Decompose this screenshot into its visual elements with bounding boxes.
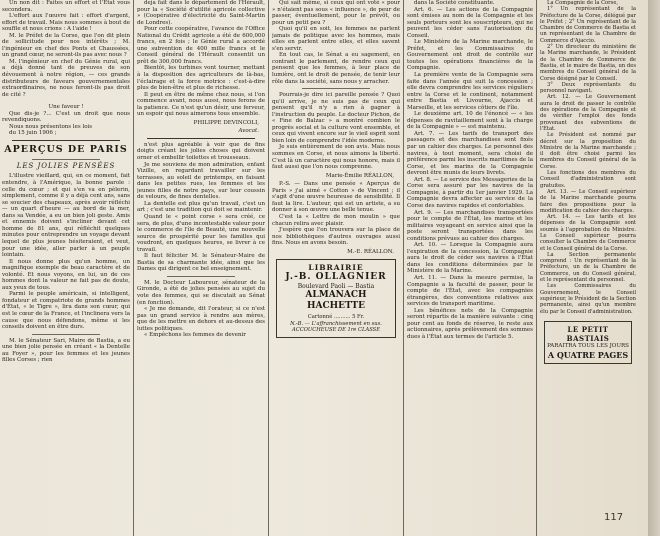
col1-para: L'effort aux l'œuvre fait : effort d'argent, effort de travail. Mais nous sommes à bout de souffle et nous crions : A l'aide ! <box>2 13 130 33</box>
ad-heading: LIBRAIRIE <box>308 263 364 273</box>
col1-aside: Nous nous présentons les lois <box>9 123 93 130</box>
col2-para: deja fait dans le département de l'Hérault, pour la « Société d'utilité agricole collective » (Coopérative d'électricité du Saint-Martin de Londres). <box>137 0 265 26</box>
col3-ps: P.-S. — Dans une pensée « Aperçus de Paris » j'ai aimé « Cotton » de Vincent ; il s'agit d'une œuvre heureuse de sensibilité. Il faut la lire. L'auteur, qui est un artiste, a su donner à son œuvre une belle tenue. <box>272 181 400 214</box>
divider <box>302 88 370 89</box>
col3-mid: Je suis entièrement de son avis. Mais nous sommes en Corse, et nous aimons la liberté. C'est là un caractère qui nous honore, mais il faut aussi que l'on nous comprenne. <box>272 144 400 171</box>
col5-para: 3° Deux représentants du personnel navigant. <box>540 81 636 95</box>
column-4 <box>407 0 533 536</box>
signature: Marie-Émilie RÉALLON, <box>325 172 394 179</box>
ad-product: ALMANACH HACHETTE <box>305 290 367 312</box>
col2-bottom: « Empêchons les femmes de devenir <box>144 332 246 339</box>
section-subheading: LES JOLIES PENSÉES <box>16 161 116 170</box>
col2-mid: Je me souviens de mon admiration, enfant Vizille, en regardant travailler sur les terrasses, au soleil de printemps, en faisant dans les petites rues, les femmes et les jeunes filles de notre pays, sur leur coussin de velours, de fines dentelles. <box>137 161 265 201</box>
announcement-line: PARAITRA TOUS LES JOURS <box>547 342 629 349</box>
col2-para: Pour cette coopérative, l'avance de l'Office National du Crédit agricole a été de 600,000 francs, en 2 fois ; le Génie rural a accordé une subvention de 400 mille francs et le Conseil général de l'Hérault consentit un prêt de 300,000 francs. <box>137 26 265 65</box>
col1-body: Parmi le peuple américain, si intelligent, fondateur et compatriote de grands hommes d'État, « le Tigre », lira dans son cœur, qui est le cœur de la France, et l'inclinera vers la cause que nous défendons, même si les conseils doivent en être durs. <box>2 291 130 331</box>
ad-price: Cartonné .......... 5 Fr. <box>307 314 365 321</box>
col3-para: Qui sait même, si ceux qui ont voté « pour » n'étaient pas sous « influence », de peur de passer, éventuellement, pour le prévôt, ou pour un petit peu ? <box>272 0 400 26</box>
col2-para: Bientôt, les turbines vont tourner, mettant à la disposition des agriculteurs de là-bas, l'éclairage et la force motrice : c'est-à-dire plus de bien-être et plus de richesse. <box>137 65 265 92</box>
col1-aside: du 15 juin 1906 ; <box>9 130 57 137</box>
newspaper-announcement-box <box>544 321 632 364</box>
col4-para: Les bénéfices nets de la Compagnie seront répartis de la manière suivante : cinq pour cent au fonds de réserve, le reste aux actionnaires, après prélèvement des sommes dues à l'État aux termes de l'article 5. <box>407 307 533 340</box>
col4-para: Art. 8. — Le service des Messageries de la Corse sera assuré par les navires de la Compagnie, à partir du 1er janvier 1929. La Compagnie devra affecter au service de la Corse des navires rapides et confortables. <box>407 176 533 209</box>
col1-aside: Une faveur ! <box>48 104 84 111</box>
signature: M.-E. RÉALLON. <box>347 248 394 255</box>
col3-ps: C'est la « Lettre de mon moulin » que chacun relira avec plaisir. <box>272 213 400 227</box>
col5-para: Art. 14. — Les tarifs et les dépenses de la Compagnie sont soumis à l'approbation du Ministre. Le Conseil supérieur pourra consulter la Chambre de Commerce et le Conseil général de la Corse. <box>540 214 636 252</box>
col2-para: Il peut en être de même chez nous, si l'on commence avant, nous aussi, nous ferons de la patience. Ce n'est qu'un désir, une ferveur, un espoir qui nous aimerons tous ensemble. <box>137 91 265 118</box>
announcement-title: LE PETIT BASTIAIS <box>566 324 610 343</box>
divider <box>147 138 255 139</box>
signature-title: Avocat. <box>238 128 259 135</box>
col5-para: La Section permanente comprend : Un représentant de la Préfecture, un de la Chambre de Commerce, un du Conseil général, et le représentant du personnel. <box>540 251 636 284</box>
ad-address: Boulevard Paoli — Bastia <box>297 283 375 291</box>
signature: PHILIPPE DEVINCOLI, <box>193 119 259 126</box>
column-rule <box>268 0 269 536</box>
col4-para: Art. 11. — Dans la mesure permise, la Compagnie a la faculté de passer, pour le compte de l'État, avec les compagnies étrangères, des conventions relatives aux services de transport maritime. <box>407 274 533 308</box>
col2-mid: Quand le « point corse » sera créé, ce sera, de plus, d'une incontestable valeur pour le commerce de l'île de Beauté, une nouvelle source de prospérité pour les familles qui voudront, en quelques heures, se livrer à ce travail. <box>137 213 265 253</box>
col4-para: La première vente de la Compagnie sera faite dans l'année qui suit la concession ; elle devra comprendre les services réguliers entre la Corse et le continent, notamment entre Bastia et Livourne, Ajaccio et Marseille, et les services côtiers de l'île. <box>407 72 533 111</box>
column-rule <box>403 0 404 536</box>
col3-mid: Pourrais-je dire ici pareille pensée ? Quoi qu'il arrive, je ne suis pas de ceux qui pensent qu'il n'y a rien à gagner à l'instruction du peuple. Le docteur Pichon, de « Fine de Balzac » a montré combien le progrès social et la culture vont ensemble, et ceux qui vivent encore sur le vieil esprit sont bien loin de comprendre l'idée moderne. <box>272 92 400 144</box>
col1-para: Un non dit : Faites un effort et l'État vous secondera. <box>2 0 130 13</box>
col4-para: Art. 10. — Lorsque la Compagnie aura l'expiration de la concession, la Compagnie aura le droit de céder ses navires à l'État dans les conditions déterminées par le Ministère de la Marine. <box>407 242 533 275</box>
ad-footnote: N.-B. — L'affranchissement en sus. ACCOUCHEUSE DE 1re CLASSE <box>290 320 382 334</box>
divider <box>167 276 235 277</box>
col4-para: Le Ministère de la Marine marchande, le Préfet, et les Commissaires du Gouvernement ont droit de contrôle sur toutes les opérations financières de la Compagnie. <box>407 39 533 72</box>
column-1 <box>2 0 130 536</box>
col1-aside: Que dis-je ?... C'est un droit que nous revendiquons. <box>2 110 130 124</box>
col4-para: Art. 6. — Les actions de la Compagnie sont émises au nom de la Compagnie et les seuls porteurs sont les souscripteurs, qui ne peuvent les céder sans l'autorisation du Conseil. <box>407 6 533 39</box>
col2-mid: n'est plus agréable à voir que de fins doigts créant les jolies choses qui doivent orner et embellir toilettes et trousseaux. <box>137 141 265 162</box>
col1-body: Il nous donne plus qu'un homme, un magnifique exemple de beau caractère et de volonté. Et nous voyons, en lui, un de ces hommes dont la valeur ne fait pas de doute, aux yeux de tous. <box>2 258 130 291</box>
divider <box>32 159 100 160</box>
col1-body: L'illustre vieillard, qui, en ce moment, fait entendre, à l'Amérique, la bonne parole : celle du cœur ; et qui s'en va en pèlerin, simplement, comme il y a déjà cent ans, sans se soucier des chapeaux, après avoir réfléchi — un quart d'heure — au bord de la mer, dans sa Vendée, a eu un bien joli geste. Amis et ennemis doivent s'incliner devant cet homme de 81 ans, qui réfléchit quelques minutes pour entreprendre un voyage devant lequel de plus jeunes hésiteraient, et veut, pour une idée, aller parler à un peuple lointain. <box>2 173 130 259</box>
column-2 <box>137 0 265 536</box>
col1-para: M. le Préfet de la Corse, que l'on dit plein de sollicitude pour nos intérêts ; M. l'ingénieur en chef des Ponts et Chaussées, un grand cœur, ne seront-ils pas avec nous ? <box>2 32 130 59</box>
col2-bottom: M. le Docteur Laboureur, sénateur de la Gironde, a été de jolies pensées au sujet du vote des femmes, qui se discutait au Sénat (en fonction). <box>137 279 265 306</box>
col4-para: Le deuxième art. 10 de l'énoncé — « les dépenses de ravitaillement sont à la charge de la Compagnie » — est maintenu. <box>407 111 533 131</box>
col1-para: M. l'ingénieur en chef du Génie rural, qui a déjà donné tant de preuves de son dévouement à notre région, — ces grands distributeurs de faveurs gouvernementales extraordinaires, ne nous feront-ils pas droit de cité ? <box>2 58 130 98</box>
col3-para: Quoi qu'il en soit, les femmes ne parlent jamais de politique avec les hommes, mais elles en parlent entre elles, et elles savent s'en servir. <box>272 26 400 52</box>
column-rule <box>133 0 134 536</box>
column-3 <box>272 0 400 536</box>
page-number: 117 <box>604 512 624 523</box>
divider <box>12 140 120 141</box>
section-heading: APERÇUS DE PARIS <box>4 143 128 155</box>
col5-para: 2° Un directeur du ministère de la Marine marchande, le Président de la Chambre de Commerce de Bastia, et le maire de Bastia, un des membres du Conseil général de la Corse désigné par le Conseil. <box>540 44 636 82</box>
col2-mid: La dentelle est plus qu'un travail, c'est un art ; c'est une tradition qui doit se maintenir. <box>137 200 265 214</box>
announcement-line: A QUATRE PAGES <box>547 349 629 360</box>
col4-para: dans la Société constituante. <box>414 0 495 6</box>
col3-ps: J'espère que l'on trouvera sur la place de nos bibliothèques d'autres ouvrages aussi fins. Nous en avons besoin. <box>272 227 400 247</box>
column-rule <box>536 0 537 536</box>
divider <box>32 334 100 335</box>
bookshop-advertisement <box>276 259 396 338</box>
col3-para: En tout cas, le Sénat a eu sagement, en contrant le parlement, de rendre ceux qui pensent que les femmes, à leur place de lumière, ont le droit de pensée, de tenir leur rôle dans la société, sans nous y arracher. <box>272 52 400 85</box>
col4-para: Art. 9. — Les marchandises transportées pour le compte de l'État, les marins et les militaires voyageant en service ainsi que la poste seront transportées dans les conditions prévues au cahier des charges. <box>407 209 533 242</box>
col1-bottom: M. le Sénateur Sari, Maire de Bastia, a eu une bien jolie pensée en créant « la Dentelle au Foyer », pour les femmes et les jeunes filles Corses ; rien <box>2 337 130 364</box>
col5-para: Les Commissaires du Gouvernement, le Conseil supérieur, le Président de la Section permanente, ainsi qu'un membre élu par le Conseil d'administration. <box>540 283 636 315</box>
col5-para: Art. 12. — Le Gouvernement aura le droit de passer le contrôle des opérations de la Compagnie et de vérifier l'emploi des fonds provenant des subventions de l'État. <box>540 94 636 132</box>
col2-bottom: « Je me demande, dit l'orateur, si ce n'est pas un grand service à rendre aux mères, que de les mettre en dehors et au-dessus des luttes politiques. <box>137 306 265 332</box>
column-5 <box>540 0 636 536</box>
col5-para: 1° Un représentant de la Préfecture de la Corse, délégué par le Préfet ; 2° Un représentant de la Chambre de Commerce de Bastia et un représentant de la Chambre de Commerce d'Ajaccio. <box>540 6 636 44</box>
col5-para: Les fonctions des membres du Conseil d'administration sont gratuites. <box>540 170 636 189</box>
col5-para: La Compagnie de la Corse, <box>547 0 619 6</box>
col5-para: Art. 13. — Le Conseil supérieur de la Marine marchande pourra faire des propositions pour la modification du cahier des charges. <box>540 188 636 214</box>
col4-para: Art. 7. — Les tarifs de transport des passagers et des marchandises sont fixés par un cahier des charges. Le personnel des navires, à tout moment, sera choisi de préférence parmi les inscrits maritimes de la Corse, et les marins de la Compagnie devront être munis de leurs livrets. <box>407 130 533 177</box>
ad-shop-name: J.-B. OLLAGNIER <box>285 272 387 283</box>
page-edge <box>648 0 660 536</box>
col2-mid: Il faut féliciter M. le Sénateur-Maire de Bastia de sa charmante idée, ainsi que les Dames qui dirigent ce bel enseignement. <box>137 253 265 273</box>
col5-para: Le Président est nommé par décret sur la proposition du Ministre de la Marine marchande ; il doit être choisi parmi les membres du Conseil général de la Corse. <box>540 132 636 170</box>
